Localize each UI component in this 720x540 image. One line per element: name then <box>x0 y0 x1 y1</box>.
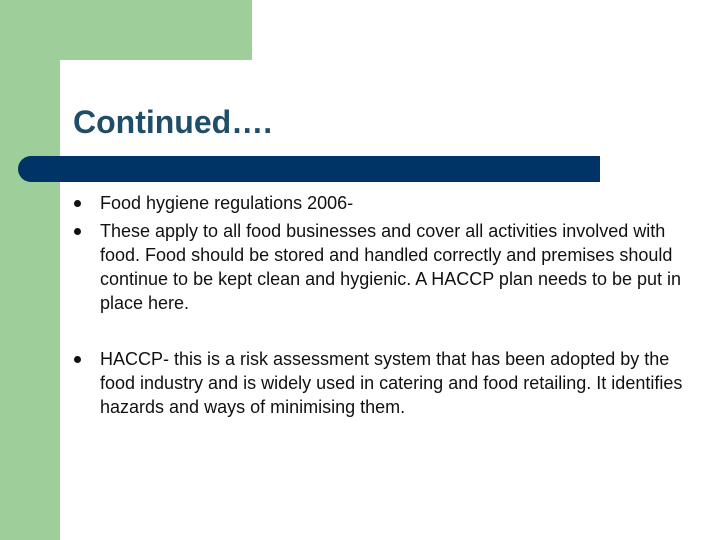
bullet-dot-icon <box>74 356 81 363</box>
bullet-text: Food hygiene regulations 2006- <box>100 193 354 213</box>
bullet-text: HACCP- this is a risk assessment system that has been adopted by the food industry and is widely used in catering and food retailing. It identifies hazards and ways of minimising them. <box>100 349 683 417</box>
bullet-text: These apply to all food businesses and cover all activities involved with food. Food should be stored and handled correctly and premises should continue to be kept clean and hygienic. A HACCP plan needs to be put in place here. <box>100 221 682 313</box>
bullet-item <box>74 347 704 419</box>
bullet-item <box>74 191 704 215</box>
bullet-item <box>74 219 704 315</box>
green-accent-sidebar <box>0 0 60 540</box>
slide-title: Continued…. <box>73 104 273 140</box>
bullet-dot-icon <box>74 228 81 235</box>
green-accent-top <box>60 0 252 60</box>
title-underline-bar <box>18 156 600 182</box>
bullet-dot-icon <box>74 200 81 207</box>
